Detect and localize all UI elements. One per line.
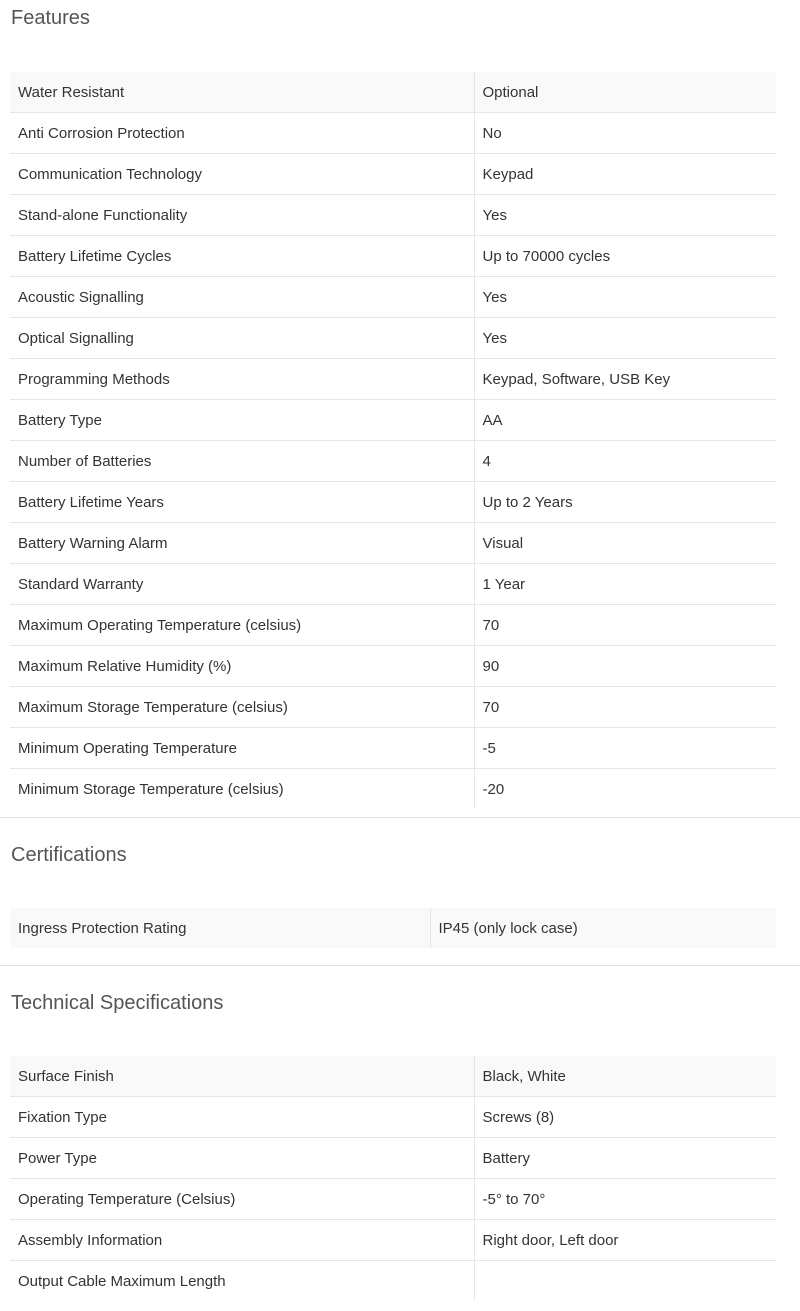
spec-label: Surface Finish xyxy=(10,1056,474,1097)
table-row xyxy=(10,195,776,236)
feature-label: Anti Corrosion Protection xyxy=(10,113,474,154)
feature-value: Up to 2 Years xyxy=(474,482,776,523)
spec-value: Screws (8) xyxy=(474,1097,776,1138)
table-row xyxy=(10,687,776,728)
table-row xyxy=(10,277,776,318)
feature-value: Keypad, Software, USB Key xyxy=(474,359,776,400)
section-divider xyxy=(0,965,800,966)
table-row xyxy=(10,564,776,605)
feature-value: AA xyxy=(474,400,776,441)
section-divider xyxy=(0,817,800,818)
certification-value: IP45 (only lock case) xyxy=(430,908,776,948)
spec-label: Assembly Information xyxy=(10,1220,474,1261)
certifications-table xyxy=(10,908,776,948)
feature-value: 4 xyxy=(474,441,776,482)
feature-value: Up to 70000 cycles xyxy=(474,236,776,277)
features-heading: Features xyxy=(11,7,90,29)
feature-label: Maximum Operating Temperature (celsius) xyxy=(10,605,474,646)
table-row xyxy=(10,769,776,810)
spec-value: Battery xyxy=(474,1138,776,1179)
spec-label: Operating Temperature (Celsius) xyxy=(10,1179,474,1220)
feature-label: Minimum Storage Temperature (celsius) xyxy=(10,769,474,810)
feature-label: Battery Warning Alarm xyxy=(10,523,474,564)
feature-label: Communication Technology xyxy=(10,154,474,195)
table-row xyxy=(10,400,776,441)
feature-value: Keypad xyxy=(474,154,776,195)
features-table xyxy=(10,72,776,809)
feature-value: 70 xyxy=(474,687,776,728)
spec-value: Black, White xyxy=(474,1056,776,1097)
table-row xyxy=(10,318,776,359)
table-row xyxy=(10,908,776,948)
technical-specifications-table xyxy=(10,1056,776,1301)
spec-value: Right door, Left door xyxy=(474,1220,776,1261)
feature-label: Stand-alone Functionality xyxy=(10,195,474,236)
table-row xyxy=(10,605,776,646)
feature-label: Battery Lifetime Years xyxy=(10,482,474,523)
feature-value: Optional xyxy=(474,72,776,113)
certification-label: Ingress Protection Rating xyxy=(10,908,430,948)
table-row xyxy=(10,646,776,687)
feature-value: Visual xyxy=(474,523,776,564)
feature-label: Battery Type xyxy=(10,400,474,441)
table-row xyxy=(10,482,776,523)
feature-label: Battery Lifetime Cycles xyxy=(10,236,474,277)
spec-label: Power Type xyxy=(10,1138,474,1179)
feature-label: Maximum Storage Temperature (celsius) xyxy=(10,687,474,728)
feature-label: Acoustic Signalling xyxy=(10,277,474,318)
spec-value: -5° to 70° xyxy=(474,1179,776,1220)
feature-label: Programming Methods xyxy=(10,359,474,400)
table-row xyxy=(10,359,776,400)
feature-label: Maximum Relative Humidity (%) xyxy=(10,646,474,687)
feature-label: Water Resistant xyxy=(10,72,474,113)
table-row xyxy=(10,154,776,195)
table-row xyxy=(10,1220,776,1261)
table-row xyxy=(10,1138,776,1179)
table-row xyxy=(10,441,776,482)
table-row xyxy=(10,523,776,564)
table-row xyxy=(10,1261,776,1302)
spec-label: Output Cable Maximum Length xyxy=(10,1261,474,1302)
table-row xyxy=(10,1179,776,1220)
feature-value: Yes xyxy=(474,195,776,236)
feature-value: 90 xyxy=(474,646,776,687)
feature-value: Yes xyxy=(474,277,776,318)
spec-label: Fixation Type xyxy=(10,1097,474,1138)
technical-specifications-heading: Technical Specifications xyxy=(11,992,224,1014)
feature-label: Number of Batteries xyxy=(10,441,474,482)
spec-value xyxy=(474,1261,776,1302)
certifications-heading: Certifications xyxy=(11,844,127,866)
feature-value: -20 xyxy=(482,780,505,798)
feature-value: 70 xyxy=(474,605,776,646)
feature-value: Yes xyxy=(474,318,776,359)
table-row xyxy=(10,236,776,277)
table-row xyxy=(10,728,776,769)
feature-label: Standard Warranty xyxy=(10,564,474,605)
table-row xyxy=(10,1056,776,1097)
feature-value: -5 xyxy=(474,728,776,769)
feature-value: No xyxy=(474,113,776,154)
feature-label: Minimum Operating Temperature xyxy=(10,728,474,769)
table-row xyxy=(10,72,776,113)
feature-label: Optical Signalling xyxy=(10,318,474,359)
table-row xyxy=(10,113,776,154)
table-row xyxy=(10,1097,776,1138)
feature-value: 1 Year xyxy=(474,564,776,605)
